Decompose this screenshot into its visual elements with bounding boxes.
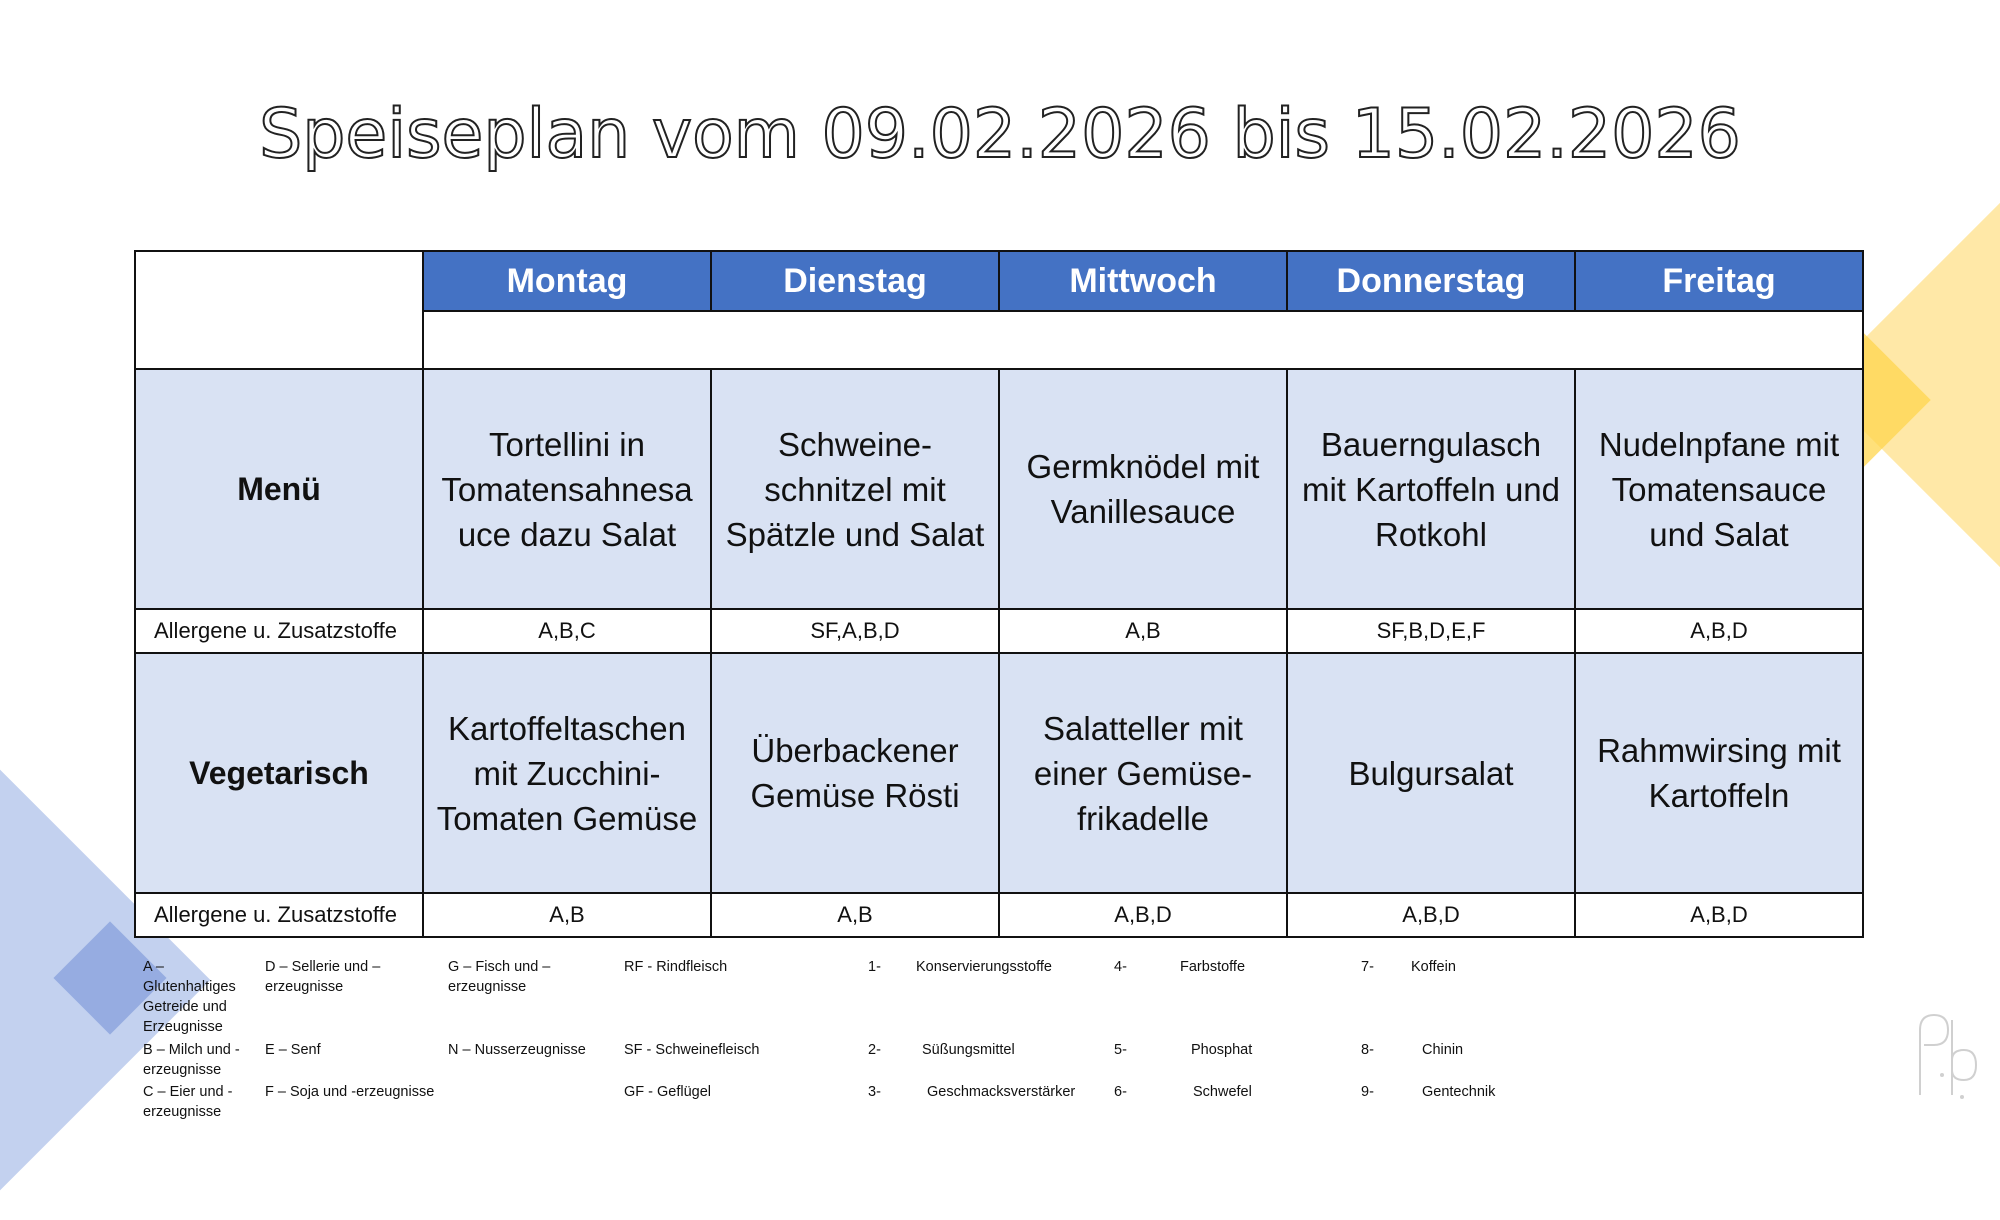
legend-additive-num: 2- <box>868 1042 881 1058</box>
legend-additive-name: Koffein <box>1411 959 1456 975</box>
legend-allergen-n: N – Nusserzeugnisse <box>448 1042 586 1058</box>
legend-allergen-a: A – Glutenhaltiges Getreide und Erzeugnisse <box>143 959 236 1035</box>
allergen-cell: A,B,D <box>1575 893 1863 937</box>
meal-cell: Kartoffeltaschen mit Zucchini-Tomaten Gemüse <box>423 653 711 893</box>
meal-cell: Salatteller mit einer Gemüse-frikadelle <box>999 653 1287 893</box>
legend-allergen-f: F – Soja und -erzeugnisse <box>265 1084 435 1100</box>
allergen-cell: A,B,C <box>423 609 711 653</box>
page-title: Speiseplan vom 09.02.2026 bis 15.02.2026 <box>259 95 1741 174</box>
allergen-cell: A,B,D <box>999 893 1287 937</box>
legend-additive-num: 3- <box>868 1084 881 1100</box>
legend-additive-num: 6- <box>1114 1084 1127 1100</box>
meal-plan-table <box>134 250 1864 938</box>
allergen-cell: A,B <box>423 893 711 937</box>
legend-allergen-e: E – Senf <box>265 1042 321 1058</box>
legend-additive-num: 9- <box>1361 1084 1374 1100</box>
day-header-donnerstag: Donnerstag <box>1287 251 1575 311</box>
menu-row <box>135 369 1863 609</box>
meal-cell: Schweine-schnitzel mit Spätzle und Salat <box>711 369 999 609</box>
legend-additive-num: 5- <box>1114 1042 1127 1058</box>
meal-cell: Bauerngulasch mit Kartoffeln und Rotkohl <box>1287 369 1575 609</box>
allergen-label: Allergene u. Zusatzstoffe <box>135 609 423 653</box>
vegetarian-allergen-row <box>135 893 1863 937</box>
legend-additive-name: Phosphat <box>1191 1042 1253 1058</box>
allergen-cell: A,B,D <box>1575 609 1863 653</box>
legend-additive-name: Farbstoffe <box>1180 959 1246 975</box>
allergen-cell: SF,B,D,E,F <box>1287 609 1575 653</box>
legend-meat-gf: GF - Geflügel <box>624 1084 712 1100</box>
legend-additive-num: 4- <box>1114 959 1127 975</box>
menu-allergen-row <box>135 609 1863 653</box>
legend-allergen-b: B – Milch und -erzeugnisse <box>143 1042 240 1078</box>
allergen-cell: SF,A,B,D <box>711 609 999 653</box>
pb-logo-icon <box>1912 1005 1982 1105</box>
legend-allergen-c: C – Eier und -erzeugnisse <box>143 1084 233 1120</box>
header-spacer-row <box>423 311 1863 369</box>
day-header-montag: Montag <box>423 251 711 311</box>
legend-allergen-g: G – Fisch und – erzeugnisse <box>448 959 551 995</box>
meal-cell: Germknödel mit Vanillesauce <box>999 369 1287 609</box>
allergen-cell: A,B <box>711 893 999 937</box>
category-label-menu: Menü <box>135 369 423 609</box>
legend-additive-num: 8- <box>1361 1042 1374 1058</box>
day-header-mittwoch: Mittwoch <box>999 251 1287 311</box>
allergen-cell: A,B,D <box>1287 893 1575 937</box>
meal-cell: Rahmwirsing mit Kartoffeln <box>1575 653 1863 893</box>
meal-cell: Überbackener Gemüse Rösti <box>711 653 999 893</box>
day-header-freitag: Freitag <box>1575 251 1863 311</box>
vegetarian-row <box>135 653 1863 893</box>
category-label-vegetarisch: Vegetarisch <box>135 653 423 893</box>
legend-additive-name: Gentechnik <box>1422 1084 1496 1100</box>
legend-additive-num: 1- <box>868 959 881 975</box>
legend-additive-name: Chinin <box>1422 1042 1464 1058</box>
legend-additive-name: Süßungsmittel <box>922 1042 1015 1058</box>
allergen-cell: A,B <box>999 609 1287 653</box>
legend-meat-sf: SF - Schweinefleisch <box>624 1042 760 1058</box>
allergen-label: Allergene u. Zusatzstoffe <box>135 893 423 937</box>
day-header-dienstag: Dienstag <box>711 251 999 311</box>
corner-cell <box>135 251 423 369</box>
legend-additive-num: 7- <box>1361 959 1374 975</box>
meal-cell: Tortellini in Tomatensahnesa uce dazu Salat <box>423 369 711 609</box>
legend-additive-name: Konservierungsstoffe <box>916 959 1052 975</box>
meal-cell: Bulgursalat <box>1287 653 1575 893</box>
legend-additive-name: Schwefel <box>1193 1084 1252 1100</box>
legend-allergen-d: D – Sellerie und – erzeugnisse <box>265 959 381 995</box>
legend-additive-name: Geschmacksverstärker <box>927 1084 1076 1100</box>
legend-meat-rf: RF - Rindfleisch <box>624 959 728 975</box>
meal-cell: Nudelnpfane mit Tomatensauce und Salat <box>1575 369 1863 609</box>
